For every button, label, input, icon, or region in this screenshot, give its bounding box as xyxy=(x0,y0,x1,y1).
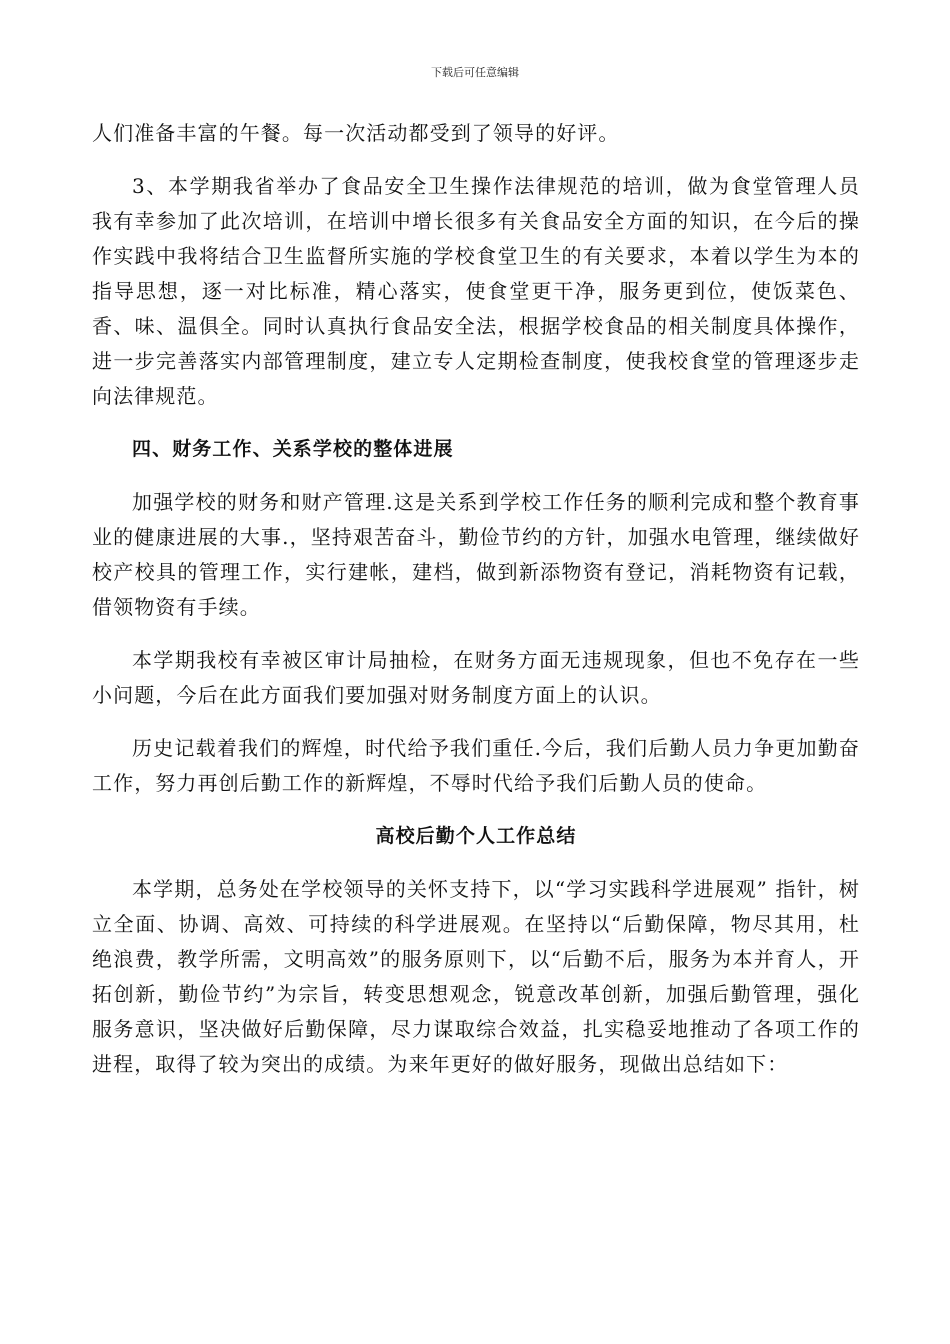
paragraph-lunch: 人们准备丰富的午餐。每一次活动都受到了领导的好评。 xyxy=(92,121,620,145)
document-title: 高校后勤个人工作总结 xyxy=(375,825,577,847)
paragraph-summary-intro: 本学期，总务处在学校领导的关怀支持下，以“学习实践科学进展观” 指针，树立全面、协调、高效、可持续的科学进展观。在坚持以“后勤保障，物尽其用，杜绝浪费，教学所需，文明高效”的服务原则下，以“后勤不后，服务为本并育人，开拓创新，勤俭节约”为宗旨，转变思想观念，锐意改革创新，加强后勤管理，强化服务意识，坚决做好后勤保障，尽力谋取综合效益，扎实稳妥地推动了各项工作的进程，取得了较为突出的成绩。为来年更好的做好服务，现做出总结如下： xyxy=(92,877,860,1076)
page-header: 下载后可任意编辑 xyxy=(431,66,519,79)
section-heading-finance: 四、财务工作、关系学校的整体进展 xyxy=(132,438,454,460)
paragraph-history: 历史记载着我们的辉煌，时代给予我们重任.今后，我们后勤人员力争更加勤奋工作，努力再创后勤工作的新辉煌，不辱时代给予我们后勤人员的使命。 xyxy=(92,736,860,795)
paragraph-finance-management: 加强学校的财务和财产管理.这是关系到学校工作任务的顺利完成和整个教育事业的健康进展的大事.，坚持艰苦奋斗，勤俭节约的方针，加强水电管理，继续做好校产校具的管理工作，实行建帐，建档，做到新添物资有登记，消耗物资有记载，借领物资有手续。 xyxy=(92,490,860,619)
document-body xyxy=(92,116,860,1100)
paragraph-food-safety-training: 3、本学期我省举办了食品安全卫生操作法律规范的培训，做为食堂管理人员我有幸参加了此次培训，在培训中增长很多有关食品安全方面的知识，在今后的操作实践中我将结合卫生监督所实施的学校食堂卫生的有关要求，本着以学生为本的指导思想，逐一对比标准，精心落实，使食堂更干净，服务更到位，使饭菜色、香、味、温俱全。同时认真执行食品安全法，根据学校食品的相关制度具体操作，进一步完善落实内部管理制度，建立专人定期检查制度，使我校食堂的管理逐步走向法律规范。 xyxy=(92,174,860,408)
paragraph-audit: 本学期我校有幸被区审计局抽检，在财务方面无违规现象，但也不免存在一些小问题，今后在此方面我们要加强对财务制度方面上的认识。 xyxy=(92,648,860,707)
